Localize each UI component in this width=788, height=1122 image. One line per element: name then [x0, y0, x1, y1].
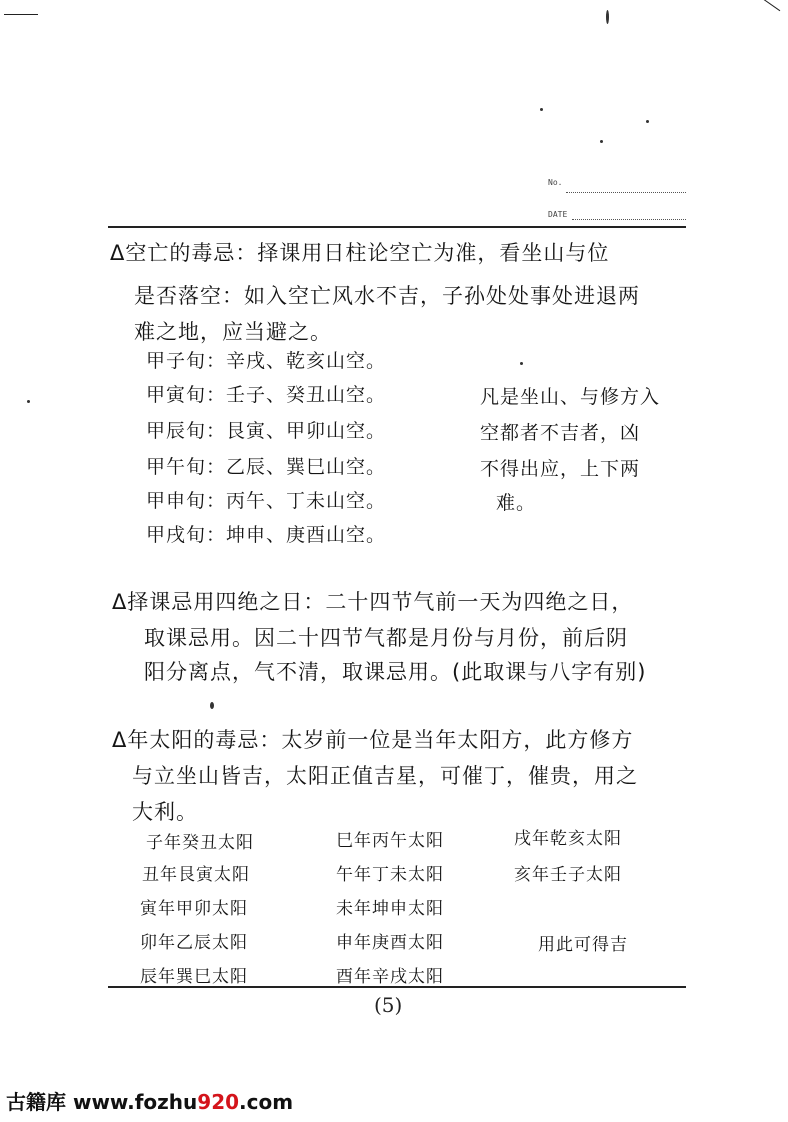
section3-line3: 大利。	[132, 800, 198, 824]
site-url-prefix: www.fozhu	[72, 1090, 198, 1114]
xun-line: 甲辰旬：艮寅、甲卯山空。	[146, 420, 387, 442]
taiyang-entry: 亥年壬子太阳	[514, 865, 622, 885]
section2-line2: 取课忌用。因二十四节气都是月份与月份，前后阴	[144, 626, 628, 650]
no-field-label: No.	[548, 178, 563, 187]
scan-speck	[646, 120, 649, 123]
xun-line: 甲寅旬：壬子、癸丑山空。	[146, 384, 387, 406]
taiyang-entry: 子年癸丑太阳	[146, 833, 254, 853]
site-watermark	[6, 1086, 293, 1115]
section2-line1: Δ择课忌用四绝之日：二十四节气前一天为四绝之日，	[112, 590, 634, 614]
taiyang-entry: 寅年甲卯太阳	[140, 899, 248, 919]
corner-mark-right	[762, 0, 781, 11]
scan-speck	[210, 702, 214, 709]
section1-line2: 是否落空：如入空亡风水不吉，子孙处处事处进退两	[134, 284, 640, 308]
taiyang-entry: 辰年巽巳太阳	[140, 967, 248, 987]
scan-speck	[520, 362, 523, 365]
xun-line: 甲申旬：丙午、丁未山空。	[146, 490, 387, 512]
section3-line2: 与立坐山皆吉，太阳正值吉星，可催丁，催贵，用之	[132, 764, 638, 788]
no-field-line	[566, 192, 686, 193]
taiyang-entry: 酉年辛戌太阳	[336, 967, 444, 987]
taiyang-entry: 丑年艮寅太阳	[142, 865, 250, 885]
xun-line: 甲子旬：辛戌、乾亥山空。	[146, 350, 387, 372]
section2-line3: 阳分离点，气不清，取课忌用。(此取课与八字有别)	[144, 660, 647, 684]
date-field-line	[572, 219, 686, 220]
xun-line: 甲午旬：乙辰、巽巳山空。	[146, 456, 387, 478]
scan-speck	[600, 140, 603, 143]
section1-title: Δ空亡的毒忌：择课用日柱论空亡为准，看坐山与位	[110, 241, 610, 265]
section1-note-line: 不得出应，上下两	[480, 458, 641, 480]
section3-line1: Δ年太阳的毒忌：太岁前一位是当年太阳方，此方修方	[112, 728, 634, 752]
xun-line: 甲戌旬：坤申、庚酉山空。	[146, 524, 387, 546]
section3-note: 用此可得吉	[538, 935, 628, 955]
scan-speck	[27, 400, 30, 403]
taiyang-entry: 未年坤申太阳	[336, 899, 444, 919]
taiyang-entry: 巳年丙午太阳	[336, 831, 444, 851]
footer-rule	[108, 986, 686, 988]
taiyang-entry: 申年庚酉太阳	[336, 933, 444, 953]
section1-note-line: 凡是坐山、与修方入	[480, 386, 661, 408]
corner-mark-left	[4, 14, 38, 15]
scan-speck	[606, 10, 609, 24]
section1-line3: 难之地，应当避之。	[134, 320, 332, 344]
taiyang-entry: 戌年乾亥太阳	[514, 829, 622, 849]
date-field-label: DATE	[548, 210, 568, 219]
header-rule	[108, 226, 686, 228]
scan-speck	[540, 108, 543, 111]
section1-note-line: 空都者不吉者，凶	[480, 422, 641, 444]
site-url-suffix: .com	[239, 1090, 294, 1114]
site-name: 古籍库	[6, 1090, 66, 1114]
section1-note-line: 难。	[496, 492, 537, 514]
taiyang-entry: 卯年乙辰太阳	[140, 933, 248, 953]
site-url-number: 920	[197, 1090, 240, 1114]
page-number: (5)	[374, 993, 403, 1017]
taiyang-entry: 午年丁未太阳	[336, 865, 444, 885]
